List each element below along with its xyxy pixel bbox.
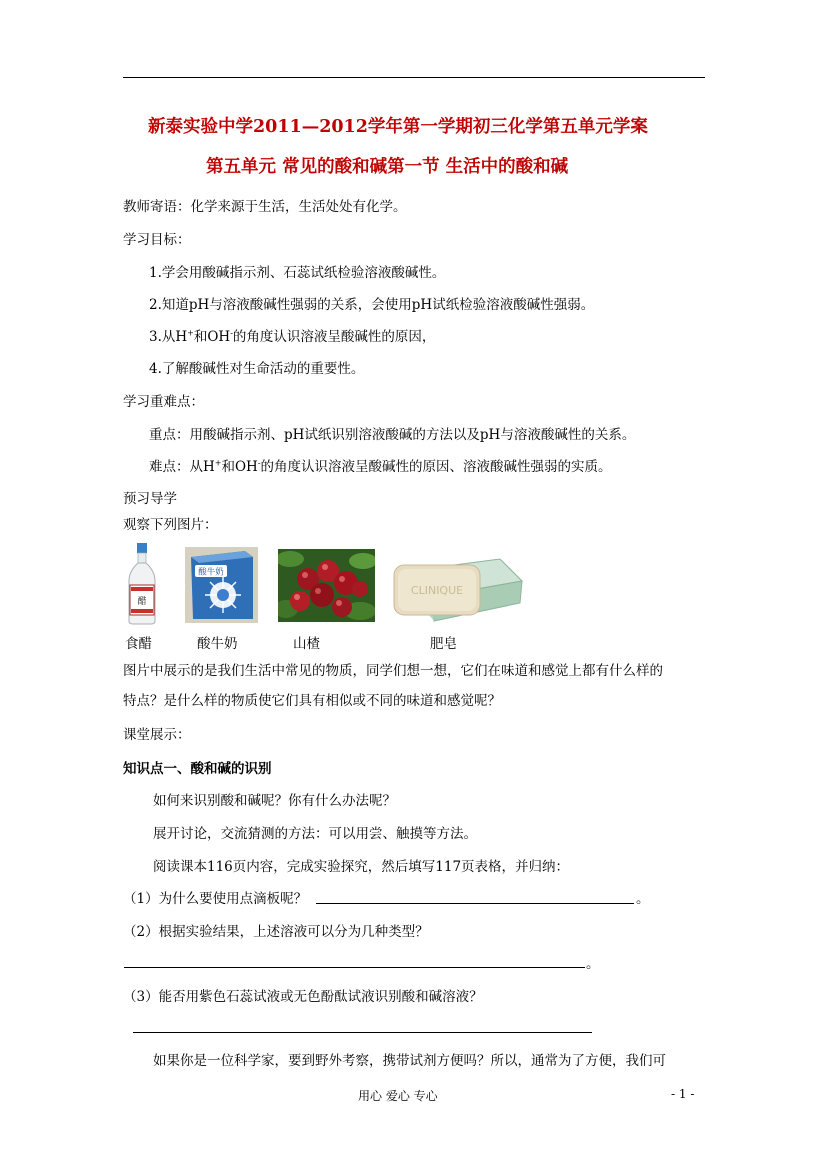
caption-hawthorn: 山楂 — [293, 636, 320, 652]
keypoints-heading: 学习重难点： — [123, 394, 204, 410]
keypoint-difficulty: 难点：从H+和OH-的角度认识溶液呈酸碱性的原因、溶液酸碱性强弱的实质。 — [149, 458, 612, 475]
goal-item-3: 3.从H+和OH-的角度认识溶液呈酸碱性的原因， — [149, 328, 436, 345]
question-2: （2）根据实验结果，上述溶液可以分为几种类型？ — [123, 924, 429, 940]
yogurt-box-image — [185, 547, 258, 623]
caption-vinegar: 食醋 — [125, 636, 152, 652]
goal-item-1: 1.学会用酸碱指示剂、石蕊试纸检验溶液酸碱性。 — [149, 265, 446, 281]
goal-item-4: 4.了解酸碱性对生命活动的重要性。 — [149, 361, 365, 377]
teacher-motto: 教师寄语：化学来源于生活，生活处处有化学。 — [123, 199, 407, 215]
hawthorn-image — [278, 549, 375, 622]
svg-text:醋: 醋 — [137, 597, 147, 607]
preview-heading: 预习导学 — [123, 491, 177, 507]
question-3: （3）能否用紫色石蕊试液或无色酚酞试液识别酸和碱溶液？ — [123, 989, 483, 1005]
svg-text:酸牛奶: 酸牛奶 — [198, 567, 224, 578]
answer-blank-1[interactable] — [316, 903, 634, 904]
observe-label: 观察下列图片： — [123, 517, 218, 533]
question-2-end: 。 — [586, 956, 600, 972]
page-number: - 1 - — [671, 1087, 695, 1101]
classroom-heading: 课堂展示： — [123, 727, 191, 743]
footer-motto: 用心 爱心 专心 — [358, 1089, 438, 1103]
answer-blank-3[interactable] — [133, 1032, 592, 1033]
caption-yogurt: 酸牛奶 — [197, 636, 238, 652]
svg-text:CLINIQUE: CLINIQUE — [410, 584, 464, 597]
document-title: 新泰实验中学2011—2012学年第一学期初三化学第五单元学案 — [148, 117, 648, 137]
preview-paragraph-line2: 特点？是什么样的物质使它们具有相似或不同的味道和感觉呢？ — [123, 693, 501, 709]
preview-paragraph-line1: 图片中展示的是我们生活中常见的物质，同学们想一想，它们在味道和感觉上都有什么样的 — [123, 663, 663, 679]
section-title: 第五单元 常见的酸和碱第一节 生活中的酸和碱 — [206, 157, 569, 177]
paragraph-field-trip: 如果你是一位科学家，要到野外考察，携带试剂方便吗？所以，通常为了方便，我们可 — [153, 1053, 666, 1069]
caption-soap: 肥皂 — [430, 636, 457, 652]
paragraph-discussion: 展开讨论，交流猜测的方法：可以用尝、触摸等方法。 — [153, 826, 477, 842]
paragraph-how-identify: 如何来识别酸和碱呢？你有什么办法呢？ — [153, 793, 396, 809]
goals-heading: 学习目标： — [123, 232, 191, 248]
keypoint-focus: 重点：用酸碱指示剂、pH试纸识别溶液酸碱的方法以及pH与溶液酸碱性的关系。 — [149, 427, 636, 443]
header-rule — [123, 77, 705, 78]
answer-blank-2[interactable] — [124, 967, 585, 968]
question-1: （1）为什么要使用点滴板呢？ — [123, 891, 308, 907]
knowledge-point-1-heading: 知识点一、酸和碱的识别 — [123, 761, 272, 777]
goal-item-2: 2.知道pH与溶液酸碱性强弱的关系，会使用pH试纸检验溶液酸碱性强弱。 — [149, 297, 595, 313]
soap-image — [390, 551, 523, 623]
paragraph-reading-task: 阅读课本116页内容，完成实验探究，然后填写117页表格，并归纳： — [153, 859, 570, 875]
vinegar-bottle-image — [119, 541, 165, 625]
question-1-end: 。 — [636, 891, 650, 907]
